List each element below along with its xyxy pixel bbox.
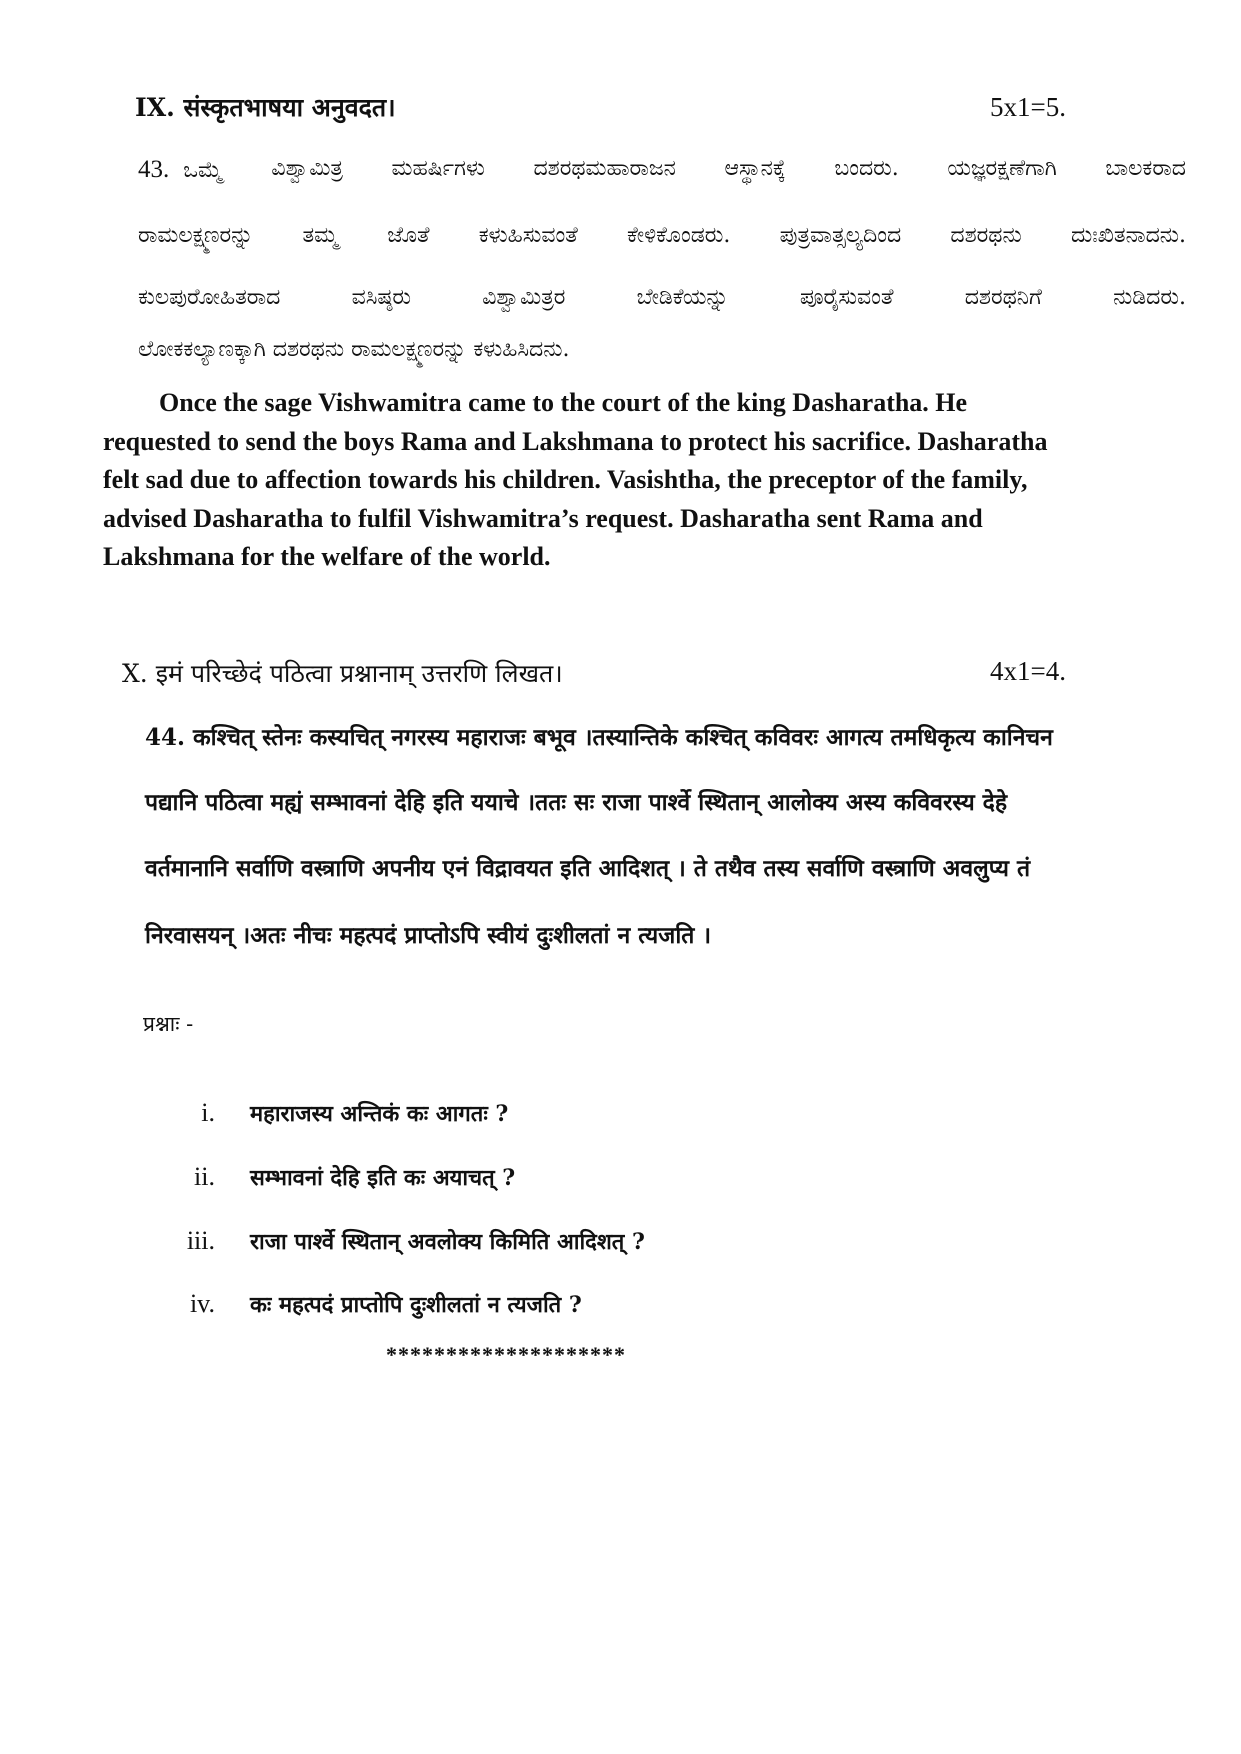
sanskrit-passage-line: पद्यानि पठित्वा मह्यं सम्भावनां देहि इति ययाचे ।ततः सः राजा पार्श्वे स्थितान् आलोक्य अस्य कविवरस्य देहे xyxy=(145,789,1008,816)
kannada-word: ಪುತ್ರವಾತ್ಸಲ್ಯದಿಂದ xyxy=(779,223,902,248)
kannada-word: ತಮ್ಮ xyxy=(302,223,339,248)
english-line: advised Dasharatha to fulfil Vishwamitra’s request. Dasharatha sent Rama and xyxy=(103,503,983,533)
section-x-marks: 4x1=4. xyxy=(990,656,1066,686)
kannada-word: ಬೇಡಿಕೆಯನ್ನು xyxy=(636,285,729,310)
kannada-word-first-group xyxy=(138,156,223,184)
kannada-word: ಬಂದರು. xyxy=(834,156,899,181)
question-number-43: 43. xyxy=(138,156,170,183)
kannada-line-2 xyxy=(138,223,1186,248)
question-number: ii. xyxy=(194,1162,215,1191)
question-number: i. xyxy=(201,1098,215,1127)
kannada-word: ಜೊತೆ xyxy=(387,223,430,248)
english-paragraph xyxy=(103,384,1183,577)
english-line: felt sad due to affection towards his children. Vasishtha, the preceptor of the family, xyxy=(103,465,1028,494)
kannada-word: ವಿಶ್ವಾಮಿತ್ರ xyxy=(271,156,343,181)
kannada-word: ಒಮ್ಮೆ xyxy=(183,158,223,183)
kannada-word: ಕುಲಪುರೋಹಿತರಾದ xyxy=(138,285,281,310)
question-text: सम्भावनां देहि इति कः अयाचत् ? xyxy=(250,1165,516,1191)
english-line: requested to send the boys Rama and Lakshmana to protect his sacrifice. Dasharatha xyxy=(103,426,1048,456)
kannada-word: ದಶರಥಮಹಾರಾಜನ xyxy=(533,156,676,181)
kannada-word: ಆಸ್ಥಾನಕ್ಕೆ xyxy=(724,156,786,181)
kannada-word: ದುಃಖಿತನಾದನು. xyxy=(1070,223,1186,248)
question-text: महाराजस्य अन्तिकं कः आगतः ? xyxy=(250,1101,509,1127)
kannada-word: ದಶರಥನಿಗೆ xyxy=(964,285,1042,310)
kannada-word: ಯಜ್ಞರಕ್ಷಣೆಗಾಗಿ xyxy=(947,156,1057,181)
kannada-line-4 xyxy=(138,337,1186,362)
kannada-word: ರಾಮಲಕ್ಷ್ಮಣರನ್ನು xyxy=(138,223,254,248)
kannada-line-1 xyxy=(138,156,1186,184)
question-text: कः महत्पदं प्राप्तोपि दुःशीलतां न त्यजति ? xyxy=(250,1292,582,1318)
section-x-title: X. इमं परिच्छेदं पठित्वा प्रश्नानाम् उत्तरणि लिखत। xyxy=(122,659,563,688)
sanskrit-passage-line: 44. कश्चित् स्तेनः कस्यचित् नगरस्य महाराजः बभूव ।तस्यान्तिके कश्चित् कविवरः आगत्य तमधिकृत्य कानिचन xyxy=(145,724,1053,751)
kannada-word: ವಸಿಷ್ಠರು xyxy=(351,285,411,310)
kannada-word: ದಶರಥನು xyxy=(950,223,1022,248)
kannada-word: ನುಡಿದರು. xyxy=(1113,285,1186,310)
section-ix-title: IX. संस्कृतभाषया अनुवदत। xyxy=(135,93,396,122)
kannada-word: ಕೇಳಿಕೊಂಡರು. xyxy=(627,223,731,248)
english-line: Once the sage Vishwamitra came to the court of the king Dasharatha. He xyxy=(159,388,968,417)
section-ix-marks: 5x1=5. xyxy=(990,92,1066,122)
questions-label: प्रश्नाः - xyxy=(143,1012,194,1036)
kannada-word: ಪೂರೈಸುವಂತೆ xyxy=(799,285,894,310)
sanskrit-passage-line: निरवासयन् ।अतः नीचः महत्पदं प्राप्तोऽपि स्वीयं दुःशीलतां न त्यजति । xyxy=(145,922,712,949)
end-of-section-stars: ******************** xyxy=(386,1342,626,1367)
question-text: राजा पार्श्वे स्थितान् अवलोक्य किमिति आदिशत् ? xyxy=(250,1229,645,1255)
kannada-line-3 xyxy=(138,285,1186,310)
kannada-word: ವಿಶ್ವಾಮಿತ್ರರ xyxy=(482,285,566,310)
sanskrit-passage-line: वर्तमानानि सर्वाणि वस्त्राणि अपनीय एनं विद्रावयत इति आदिशत् । ते तथैव तस्य सर्वाणि वस्त्राणि अवलुप्य तं xyxy=(145,855,1031,882)
english-line: Lakshmana for the welfare of the world. xyxy=(103,542,551,571)
kannada-word: ಲೋಕಕಲ್ಯಾಣಕ್ಕಾಗಿ ದಶರಥನು ರಾಮಲಕ್ಷ್ಮಣರನ್ನು ಕಳುಹಿಸಿದನು. xyxy=(138,337,570,362)
kannada-word: ಮಹರ್ಷಿಗಳು xyxy=(391,156,485,181)
kannada-word: ಕಳುಹಿಸುವಂತೆ xyxy=(478,223,578,248)
kannada-word: ಬಾಲಕರಾದ xyxy=(1105,156,1186,181)
question-number: iii. xyxy=(186,1226,215,1255)
question-number: iv. xyxy=(189,1289,215,1318)
